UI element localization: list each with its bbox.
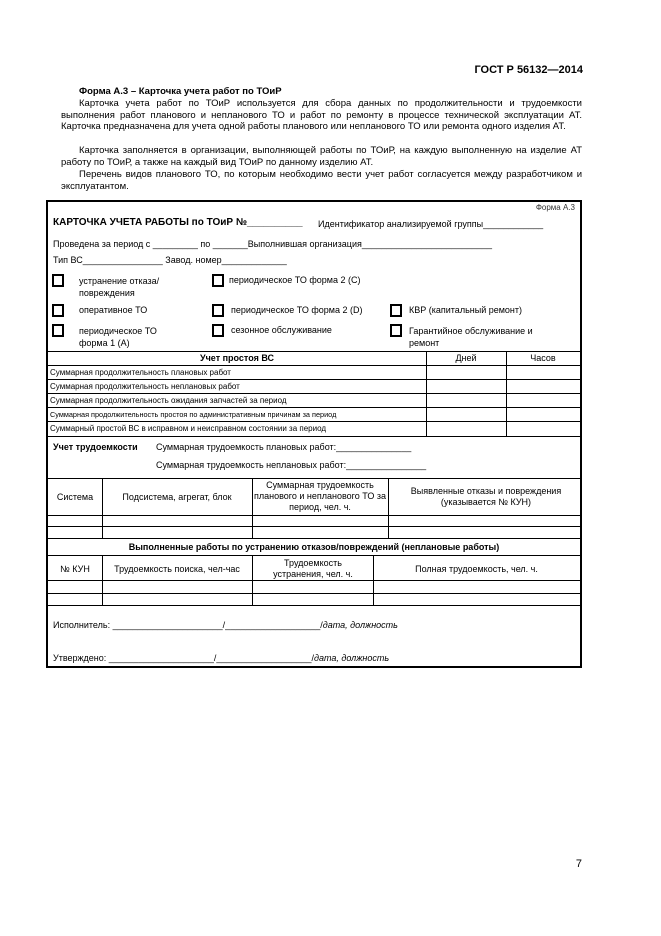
downtime-row-label: Суммарная продолжительность неплановых работ	[50, 382, 240, 391]
days-header: Дней	[455, 353, 477, 363]
hours-header: Часов	[530, 353, 556, 363]
grid-line	[48, 379, 580, 380]
executor-line: Исполнитель: ______________________/___________________/дата, должность	[53, 620, 398, 630]
downtime-row-label: Суммарная продолжительность ожидания запчастей за период	[50, 396, 287, 405]
period-line: Проведена за период с _________ по _______Выполнившая организация__________________________	[53, 239, 492, 249]
seasonal-label: сезонное обслуживание	[231, 325, 332, 335]
failure-fix-checkbox[interactable]	[52, 274, 64, 287]
intro-paragraph: Перечень видов планового ТО, по которым необходимо вести учет работ согласуется между разработчиком и эксплуатантом.	[61, 169, 582, 192]
card-title: КАРТОЧКА УЧЕТА РАБОТЫ по ТОиР №__________	[53, 217, 303, 228]
grid-line	[48, 407, 580, 408]
record-card	[46, 200, 582, 668]
labor-label: Учет трудоемкости	[53, 442, 138, 452]
standard-number: ГОСТ Р 56132—2014	[474, 64, 583, 76]
warranty-checkbox[interactable]	[390, 324, 402, 337]
grid-line	[48, 515, 580, 516]
divider	[48, 351, 580, 352]
subsystem-header: Подсистема, агрегат, блок	[122, 492, 232, 502]
labor-header: Суммарная трудоемкость планового и непланового ТО за период, чел. ч.	[254, 480, 386, 512]
grid-line	[48, 580, 580, 581]
group-identifier: Идентификатор анализируемой группы____________	[318, 219, 544, 229]
downtime-row-label: Суммарная продолжительность простоя по административным причинам за период	[50, 410, 337, 419]
aircraft-type-line: Тип ВС________________ Завод. номер_____________	[53, 255, 287, 265]
divider	[48, 436, 580, 437]
operational-label: оперативное ТО	[79, 305, 148, 315]
approved-line: Утверждено: _____________________/___________________/дата, должность	[53, 653, 390, 663]
periodic-form1-checkbox[interactable]	[52, 324, 64, 337]
kvr-label: КВР (капитальный ремонт)	[409, 305, 523, 315]
system-header: Система	[56, 492, 94, 502]
grid-line	[506, 351, 507, 437]
failures-header: Выявленные отказы и повреждения (указывается № КУН)	[410, 486, 562, 507]
grid-line	[48, 365, 580, 366]
operational-checkbox[interactable]	[52, 304, 64, 317]
kun-header: № КУН	[60, 564, 90, 574]
form-title: Форма А.3 – Карточка учета работ по ТОиР	[79, 86, 282, 97]
periodic-form2d-label: периодическое ТО форма 2 (D)	[231, 305, 363, 315]
grid-line	[48, 526, 580, 527]
failure-fix-label: устранение отказа/ повреждения	[79, 276, 160, 298]
seasonal-checkbox[interactable]	[212, 324, 224, 337]
downtime-row-label: Суммарная продолжительность плановых работ	[50, 368, 231, 377]
failures-section-title: Выполненные работы по устранению отказов/повреждений (неплановые работы)	[128, 542, 500, 552]
grid-line	[388, 478, 389, 538]
downtime-header: Учет простоя ВС	[199, 353, 274, 363]
periodic-form2d-checkbox[interactable]	[212, 304, 224, 317]
divider	[48, 538, 580, 539]
warranty-label: Гарантийное обслуживание и ремонт	[409, 326, 533, 348]
grid-line	[426, 351, 427, 437]
periodic-form2c-label: периодическое ТО форма 2 (С)	[229, 275, 361, 285]
labor-planned-line: Суммарная трудоемкость плановых работ:_______________	[156, 442, 412, 452]
intro-paragraph: Карточка учета работ по ТОиР используется для сбора данных по продолжительности и трудоемкости выполнения работ планового и непланового ТО и работ по ремонту в процессе технической эксплуатации АТ. Карточка предназначена для учета одной работы планового или непланового ТО или ремонта одного изделия АТ.	[61, 98, 582, 133]
page-number: 7	[575, 858, 582, 870]
divider	[48, 605, 580, 606]
divider	[48, 478, 580, 479]
periodic-form1-label: периодическое ТО форма 1 (А)	[79, 326, 157, 348]
grid-line	[48, 593, 580, 594]
form-label: Форма А.3	[535, 203, 575, 212]
grid-line	[48, 555, 580, 556]
grid-line	[48, 393, 580, 394]
downtime-row-label: Суммарный простой ВС в исправном и неисправном состоянии за период	[50, 424, 327, 433]
kvr-checkbox[interactable]	[390, 304, 402, 317]
grid-line	[102, 478, 103, 538]
intro-paragraph: Карточка заполняется в организации, выполняющей работы по ТОиР, на каждую выполненную на изделие АТ работу по ТОиР, а также на каждый вид ТОиР по данному изделию АТ.	[61, 145, 582, 168]
search-labor-header: Трудоемкость поиска, чел-час	[114, 564, 240, 574]
labor-unplanned-line: Суммарная трудоемкость неплановых работ:________________	[156, 460, 427, 470]
total-labor-header: Полная трудоемкость, чел. ч.	[415, 564, 538, 574]
grid-line	[48, 421, 580, 422]
fix-labor-header: Трудоемкость устранения, чел. ч.	[273, 558, 353, 579]
periodic-form2c-checkbox[interactable]	[212, 274, 224, 287]
